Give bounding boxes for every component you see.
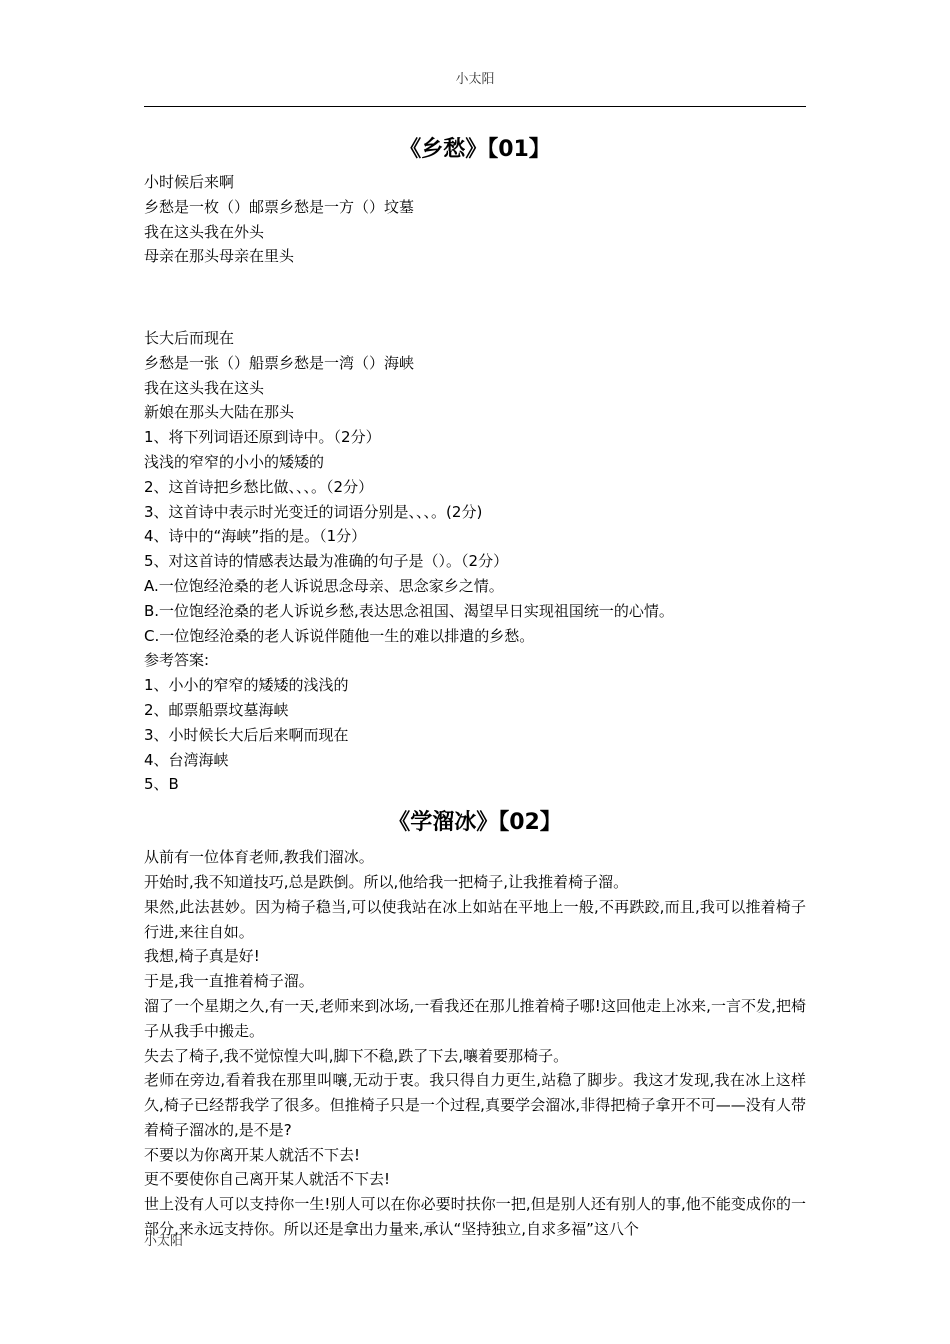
poem-line: 4、台湾海峡	[144, 750, 229, 769]
poem-line: 2、邮票船票坟墓海峡	[144, 700, 289, 719]
page-footer: 小太阳	[144, 1234, 184, 1249]
poem-line: 4、诗中的“海峡”指的是。（1分）	[144, 527, 367, 546]
poem-line: 浅浅的窄窄的小小的矮矮的	[144, 452, 325, 471]
story-paragraph: 于是,我一直推着椅子溜。	[144, 972, 314, 991]
poem-line: 母亲在那头母亲在里头	[144, 247, 295, 266]
section-1-title: 《乡愁》【01】	[399, 137, 551, 162]
page-header: 小太阳	[455, 72, 495, 87]
story-paragraph: 我想,椅子真是好!	[144, 947, 260, 966]
poem-line: 1、将下列词语还原到诗中。（2分）	[144, 428, 381, 447]
poem-line: 1、小小的窄窄的矮矮的浅浅的	[144, 676, 349, 695]
story-paragraph: 老师在旁边,看着我在那里叫嚷,无动于衷。我只得自力更生,站稳了脚步。我这才发现,我在冰上这样久,椅子已经帮我学了很多。但推椅子只是一个过程,真要学会溜冰,非得把椅子拿开不可——没有人带着椅子溜冰的,是不是?	[144, 1071, 806, 1139]
section-2-body	[144, 845, 806, 1242]
poem-line: 2、这首诗把乡愁比做、、、。（2分）	[144, 477, 374, 496]
header-divider	[144, 106, 806, 107]
section-1-body	[144, 170, 806, 797]
poem-line: 5、对这首诗的情感表达最为准确的句子是（）。（2分）	[144, 552, 509, 571]
story-paragraph: 不要以为你离开某人就活不下去!	[144, 1145, 361, 1164]
story-paragraph: 从前有一位体育老师,教我们溜冰。	[144, 848, 374, 867]
poem-line: 乡愁是一张（）船票乡愁是一湾（）海峡	[144, 353, 415, 372]
poem-line: 3、小时候长大后后来啊而现在	[144, 725, 349, 744]
poem-line: 我在这头我在外头	[144, 222, 265, 241]
poem-line: A.一位饱经沧桑的老人诉说思念母亲、思念家乡之情。	[144, 576, 504, 595]
poem-line: 新娘在那头大陆在那头	[144, 403, 295, 422]
story-paragraph: 开始时,我不知道技巧,总是跌倒。所以,他给我一把椅子,让我推着椅子溜。	[144, 872, 629, 891]
poem-line: 我在这头我在这头	[144, 378, 265, 397]
story-paragraph: 世上没有人可以支持你一生!别人可以在你必要时扶你一把,但是别人还有别人的事,他不能变成你的一部分,来永远支持你。所以还是拿出力量来,承认“坚持独立,自求多福”这八个	[144, 1195, 806, 1239]
poem-line: 5、B	[144, 775, 179, 794]
poem-line: C.一位饱经沧桑的老人诉说伴随他一生的难以排遣的乡愁。	[144, 626, 535, 645]
poem-line: 长大后而现在	[144, 328, 235, 347]
story-paragraph: 果然,此法甚妙。因为椅子稳当,可以使我站在冰上如站在平地上一般,不再跌跤,而且,我可以推着椅子行进,来往自如。	[144, 897, 806, 941]
story-paragraph: 溜了一个星期之久,有一天,老师来到冰场,一看我还在那儿推着椅子哪!这回他走上冰来,一言不发,把椅子从我手中搬走。	[144, 996, 806, 1040]
poem-line: B.一位饱经沧桑的老人诉说乡愁,表达思念祖国、渴望早日实现祖国统一的心情。	[144, 601, 674, 620]
story-paragraph: 失去了椅子,我不觉惊惶大叫,脚下不稳,跌了下去,嚷着要那椅子。	[144, 1046, 569, 1065]
story-paragraph: 更不要使你自己离开某人就活不下去!	[144, 1170, 391, 1189]
document-body	[144, 130, 806, 1242]
section-2-title: 《学溜冰》【02】	[388, 810, 562, 836]
poem-line: 小时候后来啊	[144, 173, 235, 191]
poem-line: 乡愁是一枚（）邮票乡愁是一方（）坟墓	[144, 197, 415, 216]
poem-line: 参考答案:	[144, 651, 210, 670]
poem-line	[144, 285, 806, 310]
poem-line: 3、这首诗中表示时光变迁的词语分别是、、、。(2分)	[144, 502, 483, 521]
